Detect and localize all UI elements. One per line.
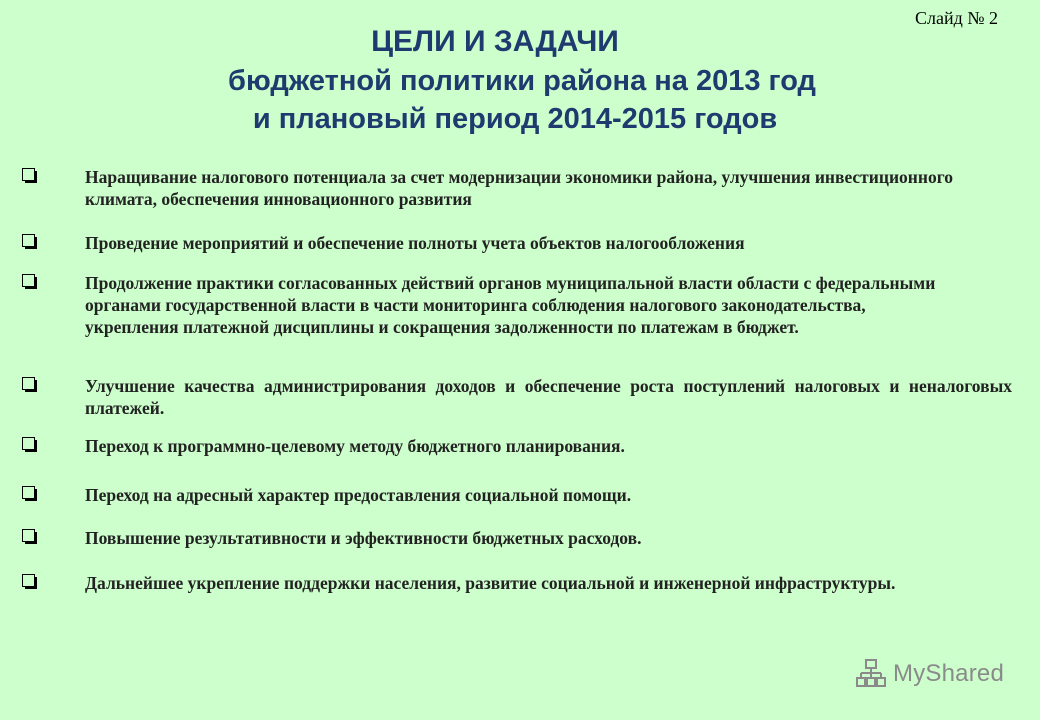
checkbox-bullet-icon <box>22 274 38 290</box>
list-item-text: Переход на адресный характер предоставления социальной помощи. <box>85 485 632 505</box>
org-chart-icon <box>855 658 887 690</box>
list-item-text: Наращивание налогового потенциала за счет модернизации экономики района, улучшения инвестиционного климата, обеспечения инновационного развития <box>85 167 953 209</box>
slide-number: Слайд № 2 <box>915 8 998 28</box>
list-item <box>22 232 1012 254</box>
list-item <box>22 375 1012 419</box>
watermark-logo-text: MyShared <box>893 660 1004 687</box>
checkbox-bullet-icon <box>22 377 38 393</box>
list-item <box>22 484 1012 506</box>
checkbox-bullet-icon <box>22 486 38 502</box>
list-item-text: Улучшение качества администрирования доходов и обеспечение роста поступлений налоговых и неналоговых платежей. <box>85 376 1012 418</box>
page-title: ЦЕЛИ И ЗАДАЧИ <box>371 25 619 58</box>
list-item-text: Проведение мероприятий и обеспечение полноты учета объектов налогообложения <box>85 233 745 253</box>
page-subtitle-line-1: бюджетной политики района на 2013 год <box>228 65 816 97</box>
checkbox-bullet-icon <box>22 234 38 250</box>
list-item <box>22 572 1012 594</box>
page-subtitle-line-2: и плановый период 2014-2015 годов <box>252 103 778 135</box>
checkbox-bullet-icon <box>22 574 38 590</box>
list-item <box>22 272 1012 338</box>
list-item-text: Продолжение практики согласованных действий органов муниципальной власти области с федеральными органами государственной власти в части мониторинга соблюдения налогового законодательства, укрепления платежной дисциплины и сокращения задолженности по платежам в бюджет. <box>85 273 936 337</box>
list-item-text: Переход к программно-целевому методу бюджетного планирования. <box>85 436 625 456</box>
checkbox-bullet-icon <box>22 529 38 545</box>
checkbox-bullet-icon <box>22 168 38 184</box>
checkbox-bullet-icon <box>22 437 38 453</box>
watermark <box>855 658 1004 690</box>
title-block <box>0 22 1040 138</box>
list-item-text: Дальнейшее укрепление поддержки населения, развитие социальной и инженерной инфраструктуры. <box>85 573 896 593</box>
list-item <box>22 166 1012 210</box>
list-item-text: Повышение результативности и эффективности бюджетных расходов. <box>85 528 642 548</box>
list-item <box>22 435 1012 457</box>
list-item <box>22 527 1012 549</box>
